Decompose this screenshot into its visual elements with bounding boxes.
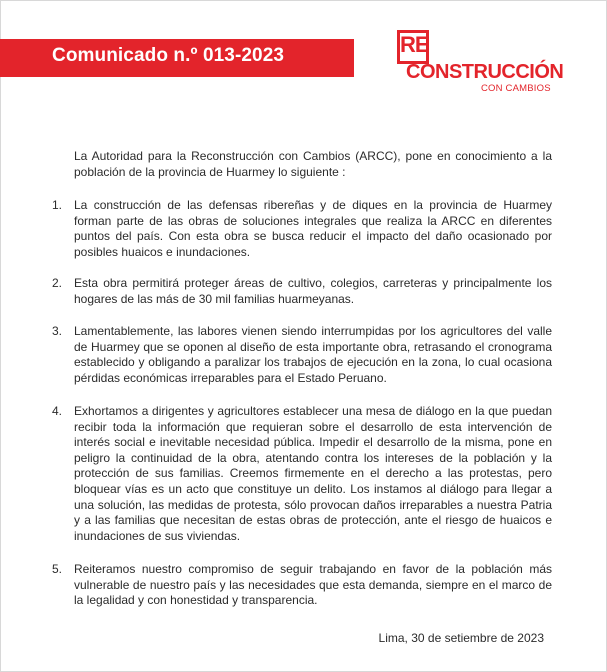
- item-text: Exhortamos a dirigentes y agricultores establecer una mesa de diálogo en la que puedan recibir toda la información que requieran sobre el desarrollo de esta intervención de interés social e inevitable necesidad pública. Impedir el desarrollo de la misma, pone en peligro la continuidad de la obra, atentando contra los intereses de la población y la protección de sus familias. Creemos firmemente en el derecho a las protestas, pero bloquear vías es un acto que constituye un delito. Los instamos al diálogo para llegar a una solución, las medidas de protesta, sólo provocan daños irreparables a nuestra Patria y a las familias que necesitan de estas obras de protección, ante el riesgo de huaicos e inundaciones de sus viviendas.: [74, 404, 552, 543]
- item-number: 4.: [52, 404, 63, 418]
- logo-tagline: CON CAMBIOS: [481, 83, 551, 94]
- reconstruccion-logo: [397, 30, 564, 100]
- page-title: Comunicado n.º 013-2023: [52, 45, 285, 66]
- item-text: Reiteramos nuestro compromiso de seguir trabajando en favor de la población más vulnerable de nuestro país y las necesidades que esta demanda, siempre en el marco de la legalidad y con honestidad y transparencia.: [74, 562, 552, 608]
- item-number: 2.: [52, 276, 63, 290]
- item-text: Lamentablemente, las labores vienen siendo interrumpidas por los agricultores del valle de Huarmey que se oponen al diseño de esta importante obra, retrasando el cronograma establecido y obligando a paralizar los trabajos de ejecución en la zona, lo cual ocasiona pérdidas económicas irreparables para el Estado Peruano.: [74, 324, 552, 385]
- item-number: 1.: [52, 198, 63, 212]
- place-date-signature: Lima, 30 de setiembre de 2023: [378, 631, 544, 645]
- intro-paragraph: La Autoridad para la Reconstrucción con Cambios (ARCC), pone en conocimiento a la población de la provincia de Huarmey lo siguiente :: [74, 149, 552, 179]
- item-number: 3.: [52, 324, 63, 338]
- logo-construccion-text: CONSTRUCCIÓN: [406, 61, 564, 83]
- item-text: La construcción de las defensas ribereñas y de diques en la provincia de Huarmey forman parte de las obras de soluciones integrales que realiza la ARCC en diferentes puntos del país. Con esta obra se busca reducir el impacto del daño ocasionado por posibles huaicos e inundaciones.: [74, 198, 552, 259]
- item-number: 5.: [52, 562, 63, 576]
- item-text: Esta obra permitirá proteger áreas de cultivo, colegios, carreteras y principalmente los hogares de las más de 30 mil familias huarmeyanas.: [74, 276, 552, 306]
- logo-re-text: RE: [400, 32, 429, 57]
